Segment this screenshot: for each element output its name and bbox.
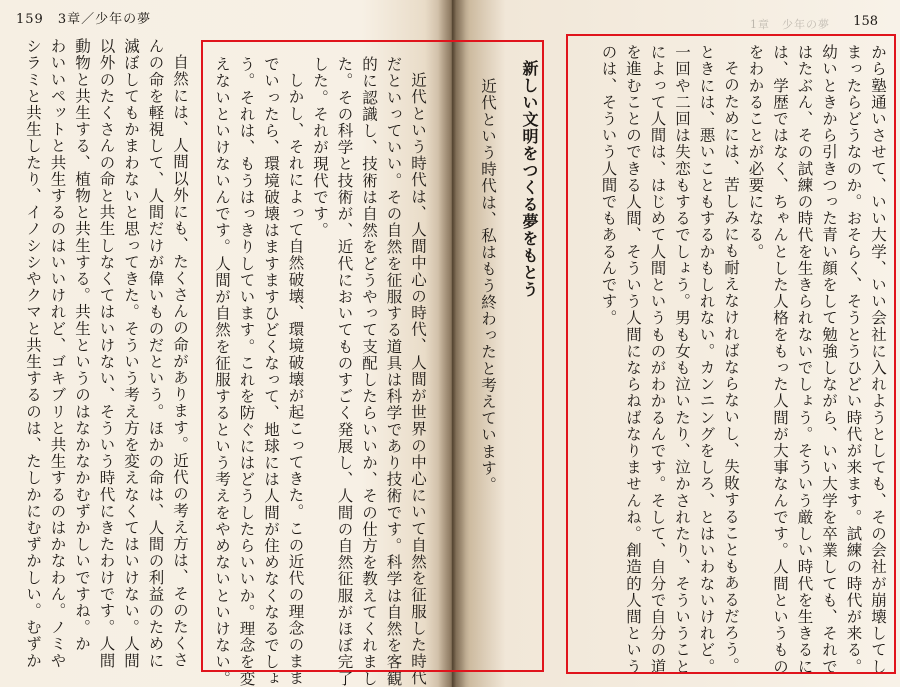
text-line: 一回や二回は失恋もするでしょう。男も女も泣いたり、泣かされたり、そういうこと <box>673 44 691 675</box>
text-line: んの命を軽視して、人間だけが偉いものだという。ほかの命は、人間の利益のために <box>146 38 165 669</box>
text-line: 幼いときから引きつった青い顔をして勉強しながら、いい大学を卒業しても、それで <box>820 44 838 675</box>
text-line: まったらどうなのか。おそらく、そうとうひどい時代が来ます。試練の時代が来る。 <box>844 44 863 675</box>
text-line: わいいペットと共生するのはいいけれど、ゴキブリと共生するのはかなわん。ノミや <box>48 38 67 669</box>
text-line: はたぶん、その試練の時代を生きられないでしょう。そういう厳しい時代を生きるに <box>795 44 814 675</box>
left-page-text <box>14 38 192 683</box>
text-line: ときには、悪いこともするかもしれない。カンニングをしろ、とはいわないけれど。 <box>697 44 716 675</box>
text-line: しかし、それによって自然破壊、環境破壊が起こってきた。この近代の理念のまま <box>286 71 305 686</box>
text-line: でいったら、環境破壊はますますひどくなって、地球には人間が住めなくなるでしょ <box>262 56 280 687</box>
text-line: によって人間は、はじめて人間というものがわかるんです。そして、自分で自分の道 <box>648 44 667 675</box>
right-page-number: 158 <box>853 14 878 29</box>
text-line: をわかることが必要になる。 <box>746 44 765 260</box>
text-line: 近代という時代は、私はもう終わったと考えています。 <box>479 77 497 493</box>
text-line: 動物と共生する、植物と共生する。共生というのはなかなかむずかしいですね。か <box>73 38 91 653</box>
text-line: だといっていい。その自然を征服する道具は科学であり技術です。科学は自然を客観 <box>384 56 403 687</box>
text-line: 以外のたくさんの命と共生しなくてはいけない、そういう時代にきたわけです。人間 <box>97 38 116 669</box>
annotation-box-left <box>201 40 544 687</box>
show-through-header: 1章 少年の夢 <box>750 18 830 31</box>
text-line: 滅ぼしてもかまわないと思ってきた。そういう考え方を変えなくてはいけない。人間 <box>122 38 140 669</box>
text-line: した。それが現代です。 <box>311 56 329 239</box>
section-heading: 新しい文明をつくる夢をもとう <box>520 60 539 298</box>
text-line: から塾通いさせて、いい大学、いい会社に入れようとしても、その会社が崩壊してし <box>869 44 887 675</box>
text-line: 的に認識し、技術は自然をどうやって支配したらいいか、その仕方を教えてくれまし <box>360 56 378 687</box>
text-line: た。その科学と技術が、近代においてものすごく発展し、人間の自然征服がほぼ完了 <box>335 56 354 687</box>
text-line: 近代という時代は、人間中心の時代、人間が世界の中心にいて自然を征服した時代 <box>409 71 427 686</box>
text-line: を進むことのできる人間、そういう人間にならねばなりませんね。創造的人間という <box>624 44 642 675</box>
text-line: う。それは、もうはっきりしています。これを防ぐにはどうしたらいいか。理念を変 <box>237 56 256 687</box>
text-line: シラミと共生したり、イノシシやクマと共生するのは、たしかにむずかしい。むずか <box>24 38 42 669</box>
text-line: のは、そういう人間でもあるんです。 <box>599 44 618 327</box>
left-running-header: 159 3章／少年の夢 <box>16 12 152 27</box>
text-line: えないといけないんです。人間が自然を征服するという考えをやめないといけない。 <box>213 56 231 687</box>
annotation-box-right <box>566 34 896 674</box>
text-line: そのためには、苦しみにも耐えなければならないし、失敗することもあるだろう。 <box>722 59 740 674</box>
text-line: 自然には、人間以外にも、たくさんの命があります。近代の考え方は、そのたくさ <box>171 53 189 668</box>
text-line: は、学歴ではなく、ちゃんとした人格をもった人間が大事なんです。人間というもの <box>771 44 789 675</box>
